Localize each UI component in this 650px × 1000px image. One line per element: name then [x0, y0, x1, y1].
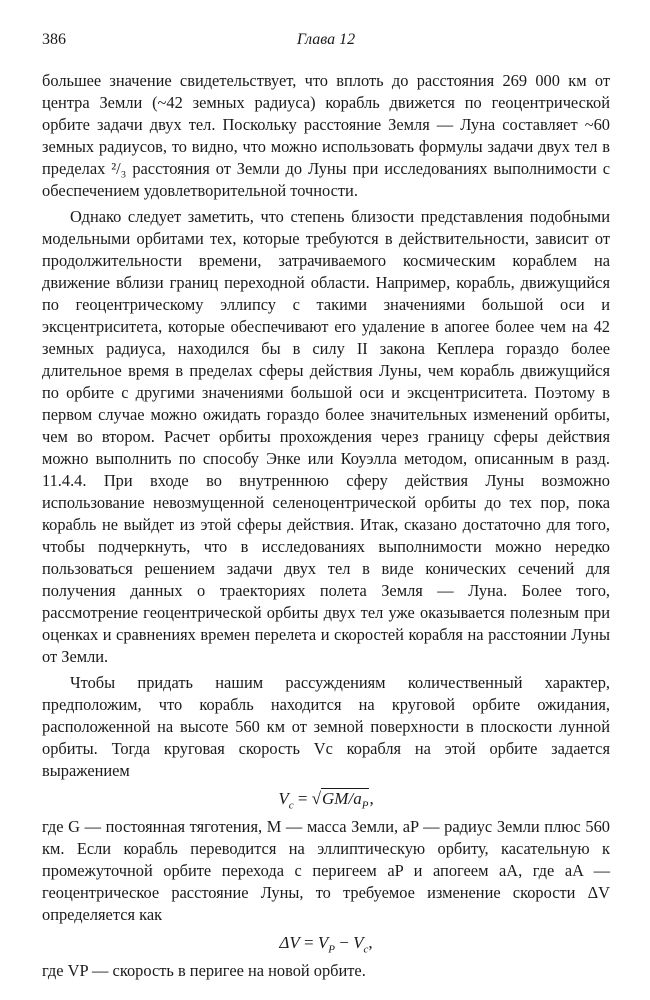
running-title: Глава 12 — [296, 31, 356, 48]
paragraph-3: Чтобы придать нашим рассуждениям количественный характер, предположим, что корабль находится на круговой орбите ожидания, расположенной на высоте 560 км от земной поверхности в плоскости лунной орбиты. Тогда круговая скорость Vc корабля на этой орбите задается выражением — [42, 673, 610, 780]
radicand-text: GM/a — [322, 789, 362, 808]
paragraph-5: где VP — скорость в перигее на новой орбите. — [42, 961, 366, 980]
radicand-sub: P — [361, 799, 369, 812]
formula2-tail: , — [368, 933, 373, 952]
formula2-op: − — [334, 933, 354, 952]
formula-lhs: V — [278, 789, 289, 808]
radicand — [321, 788, 369, 812]
paragraph-1: большее значение свидетельствует, что вплоть до расстояния 269 000 км от центра Земли (~42 земных радиуса) корабль движется по геоцентрической орбите задачи двух тел. Поскольку расстояние Земля — Луна составляет ~60 земных радиусов, то видно, что можно использовать формулы задачи двух тел в пределах ²/₃ расстояния от Земли до Луны при исследованиях выполнимости с обеспечением удовлетворительной точности. — [42, 71, 610, 200]
formula2-term1-sub: P — [328, 943, 335, 956]
formula2-rel: = — [299, 933, 318, 952]
page-body — [42, 70, 610, 982]
paragraph-4: где G — постоянная тяготения, M — масса Земли, aP — радиус Земли плюс 560 км. Если корабль переводится на эллиптическую орбиту, касательную к промежуточной орбите перехода с перигеем aP и апогеем aA, где aA — геоцентрическое расстояние Луны, то требуемое изменение скорости ΔV определяется как — [42, 817, 610, 924]
formula2-term1: V — [317, 933, 329, 952]
formula-delta-v — [42, 930, 610, 956]
formula2-term2: V — [353, 933, 364, 952]
page-number: 386 — [42, 31, 66, 48]
formula-lhs-sub: c — [288, 799, 294, 812]
formula-circular-velocity — [42, 786, 610, 812]
formula2-lhs: ΔV — [279, 933, 300, 952]
formula-rel: = — [293, 789, 312, 808]
page-header — [42, 31, 610, 53]
formula-tail: , — [369, 789, 374, 808]
formula2-term2-sub: c — [363, 943, 369, 956]
paragraph-2: Однако следует заметить, что степень близости представления подобными модельными орбитами тех, которые требуются в действительности, зависит от продолжительности времени, затрачиваемого космическим кораблем на движение вблизи границ переходной области. Например, корабль, движущийся по геоцентрическому эллипсу с такими значениями большой оси и эксцентриситета, которые обеспечивают его удаление в апогее более чем на 42 земных радиуса, находился бы в силу II закона Кеплера гораздо более длительное время в пределах сферы действия Луны, чем корабль движущийся по орбите с другими значениями большой оси и эксцентриситета. Поэтому в первом случае можно ожидать гораздо более значительных изменений орбиты, чем во втором. Расчет орбиты прохождения через границу сферы действия можно выполнить по способу Энке или Коуэлла методом, описанным в разд. 11.4.4. При входе во внутреннюю сферу действия Луны возможно использование невозмущенной селеноцентрической орбиты до тех пор, пока корабль не выйдет из этой сферы действия. Итак, сказано достаточно для того, чтобы подчеркнуть, что в исследованиях выполнимости можно нередко пользоваться решением задачи двух тел в виде конических сечений для получения данных о траекториях полета Земля — Луна. Более того, рассмотрение геоцентрической орбиты двух тел уже оказывается полезным при оценках и сравнениях времен перелета и скоростей корабля на расстоянии Луны от Земли. — [42, 207, 610, 666]
radical-sign: √ — [311, 789, 322, 808]
